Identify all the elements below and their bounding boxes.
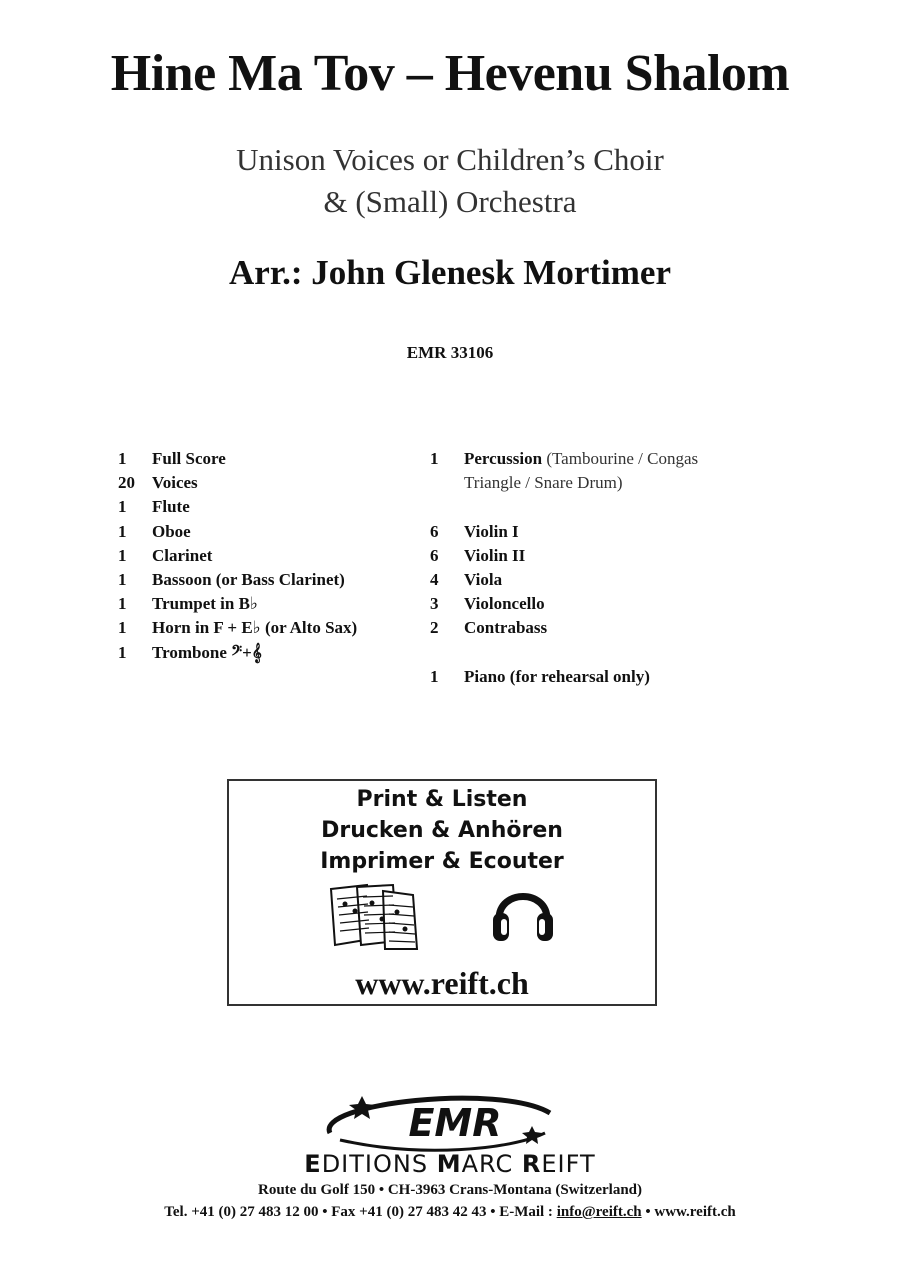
publisher-contact: Tel. +41 (0) 27 483 12 00 • Fax +41 (0) 27 483 42 43 • E-Mail : info@reift.ch • www.reift.ch [164, 1204, 736, 1220]
instrument-list-left [118, 448, 357, 666]
email-link[interactable]: info@reift.ch [556, 1204, 642, 1220]
percussion-note: (Tambourine / Congas [546, 449, 699, 468]
instrument-qty: 20 [118, 473, 135, 493]
promo-line-3: Imprimer & Ecouter [320, 849, 564, 874]
instrument-name: Bassoon (or Bass Clarinet) [152, 569, 345, 589]
instrument-name: Viola [464, 569, 503, 589]
instrument-qty: 1 [118, 497, 127, 517]
instrument-name: Percussion [464, 449, 543, 468]
subtitle-line-2: & (Small) Orchestra [323, 184, 577, 219]
instrument-row [430, 521, 698, 545]
instrument-row [118, 496, 357, 520]
instrument-name: Piano (for rehearsal only) [464, 666, 650, 686]
instrument-qty: 1 [118, 449, 127, 468]
instrument-row [118, 448, 357, 472]
instrument-name: Flute [152, 497, 190, 517]
instrument-row [118, 472, 357, 496]
instrument-row [118, 593, 357, 617]
instrument-qty: 6 [430, 521, 439, 541]
instrument-name: Trombone 𝄢+𝄞 [152, 642, 262, 662]
instrument-qty: 4 [430, 569, 439, 589]
instrument-qty: 1 [118, 642, 127, 662]
publisher-address: Route du Golf 150 • CH-3963 Crans-Montana (Switzerland) [258, 1182, 642, 1198]
catalog-number: EMR 33106 [406, 343, 494, 362]
instrument-qty: 1 [118, 545, 127, 565]
publisher-name: EDITIONS MARC REIFT [304, 1150, 596, 1178]
instrument-row [118, 521, 357, 545]
instrument-name: Violin II [464, 545, 526, 565]
instrument-row [430, 666, 698, 690]
instrument-list-right [430, 448, 698, 690]
promo-line-2: Drucken & Anhören [321, 818, 563, 843]
instrument-qty: 6 [430, 545, 439, 565]
instrument-row [118, 642, 357, 666]
instrument-name: Full Score [152, 449, 226, 468]
instrument-qty: 2 [430, 618, 439, 638]
headphones-icon [491, 879, 555, 945]
instrument-qty: 1 [118, 521, 127, 541]
page-title: Hine Ma Tov – Hevenu Shalom [110, 45, 790, 102]
instrument-qty: 1 [430, 449, 439, 468]
instrument-row [118, 569, 357, 593]
instrument-name: Contrabass [464, 618, 548, 638]
promo-url: www.reift.ch [355, 965, 529, 1001]
instrument-name: Voices [152, 473, 198, 493]
percussion-row [430, 448, 698, 472]
sheet-music-icon [327, 879, 427, 955]
instrument-qty: 1 [118, 618, 127, 638]
instrument-qty: 1 [430, 666, 439, 686]
instrument-row [118, 545, 357, 569]
arranger: Arr.: John Glenesk Mortimer [229, 253, 671, 292]
instrument-name: Clarinet [152, 545, 213, 565]
instrument-qty: 3 [430, 594, 439, 614]
emr-logo-text: EMR [408, 1101, 502, 1145]
instrument-qty: 1 [118, 594, 127, 614]
print-listen-box [227, 779, 657, 1006]
instrument-row [118, 617, 357, 641]
instrument-name: Oboe [152, 521, 191, 541]
instrument-name: Horn in F + E♭ (or Alto Sax) [152, 618, 358, 638]
instrument-row [430, 593, 698, 617]
percussion-note-continued: Triangle / Snare Drum) [464, 473, 623, 493]
promo-line-1: Print & Listen [356, 787, 528, 812]
emr-logo [300, 1088, 600, 1158]
instrument-row [430, 569, 698, 593]
subtitle-line-1: Unison Voices or Children’s Choir [236, 142, 664, 177]
instrument-row [430, 545, 698, 569]
instrument-name: Violoncello [464, 594, 545, 614]
instrument-name: Violin I [464, 521, 519, 541]
instrument-qty: 1 [118, 569, 127, 589]
instrument-name: Trumpet in B♭ [152, 594, 258, 614]
instrument-row [430, 617, 698, 641]
